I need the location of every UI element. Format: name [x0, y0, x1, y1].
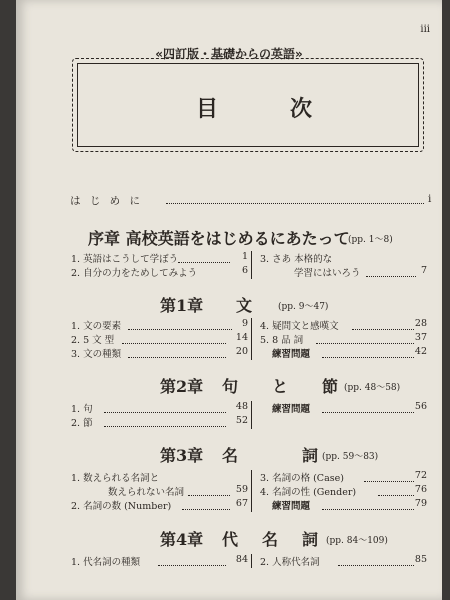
toc-entry: 3. 名詞の格 (Case) — [260, 473, 344, 484]
entry-page: 37 — [414, 332, 427, 343]
toc-entry: 1. 代名詞の種類 — [71, 557, 141, 568]
toc-entry: 1. 数えられる名詞と — [71, 473, 160, 484]
entry-leader — [128, 329, 232, 330]
entry-page: 20 — [235, 346, 248, 357]
toc-entry: 学習にはいろう — [294, 268, 361, 279]
toc-entry: 2. 人称代名詞 — [260, 557, 320, 568]
entry-leader — [128, 357, 226, 358]
entry-page: 48 — [235, 401, 248, 412]
toc-entry: 3. 文の種類 — [71, 349, 122, 360]
entry-leader — [104, 412, 226, 413]
entry-page: 42 — [414, 346, 427, 357]
toc-entry: 3. さあ 本格的な — [260, 254, 333, 265]
entry-page: 9 — [241, 318, 248, 329]
chapter-name: 代 — [222, 530, 239, 549]
entry-leader — [188, 495, 230, 496]
chapter-pages: (pp. 9〜47) — [278, 302, 329, 312]
toc-entry: 1. 英語はこうして学ぼう — [71, 254, 179, 265]
entry-leader — [316, 343, 414, 344]
entry-leader — [322, 509, 414, 510]
entry-leader — [322, 412, 414, 413]
toc-title-char: 目 — [196, 96, 219, 122]
entry-page: 79 — [414, 498, 427, 509]
book-page — [16, 0, 442, 600]
entry-page: 59 — [235, 484, 248, 495]
entry-leader — [182, 509, 230, 510]
column-divider — [251, 470, 252, 512]
toc-entry: 数えられない名詞 — [108, 487, 185, 498]
prologue-pages: (pp. 1〜8) — [348, 235, 393, 245]
toc-entry: 4. 疑問文と感嘆文 — [260, 321, 339, 332]
toc-entry: 4. 名詞の性 (Gender) — [260, 487, 357, 498]
page-number: iii — [420, 24, 430, 35]
entry-page: 14 — [235, 332, 248, 343]
toc-entry: 2. 節 — [71, 418, 93, 429]
chapter-name: 文 — [236, 296, 253, 315]
chapter-pages: (pp. 48〜58) — [344, 383, 401, 393]
entry-page: 52 — [235, 415, 248, 426]
prologue-title: 序章 高校英語をはじめるにあたって — [88, 229, 350, 248]
hajimeni-label: は じ め に — [70, 195, 144, 207]
chapter-name: 詞 — [302, 530, 319, 549]
entry-leader — [122, 343, 226, 344]
column-divider — [251, 554, 252, 568]
toc-entry: 2. 自分の力をためしてみよう — [71, 268, 198, 279]
toc-entry: 2. 5 文 型 — [71, 335, 115, 346]
chapter-number: 第3章 — [160, 446, 204, 465]
entry-leader — [158, 565, 226, 566]
chapter-number: 第1章 — [160, 296, 204, 315]
chapter-name: 詞 — [302, 446, 319, 465]
exercise-label: 練習問題 — [272, 404, 311, 415]
entry-page: 7 — [420, 265, 427, 276]
exercise-label: 練習問題 — [272, 501, 311, 512]
entry-leader — [366, 276, 416, 277]
toc-title-char: 次 — [289, 96, 312, 122]
hajimeni-page: i — [428, 193, 432, 205]
toc-title — [196, 92, 312, 123]
chapter-name: 節 — [322, 377, 339, 396]
entry-leader — [178, 262, 230, 263]
hajimeni-leader — [166, 203, 424, 204]
entry-page: 72 — [414, 470, 427, 481]
exercise-label: 練習問題 — [272, 349, 311, 360]
entry-page: 67 — [235, 498, 248, 509]
chapter-name: 名 — [222, 446, 239, 465]
entry-leader — [378, 495, 414, 496]
chapter-number: 第4章 — [160, 530, 204, 549]
chapter-pages: (pp. 84〜109) — [326, 536, 388, 546]
entry-page: 76 — [414, 484, 427, 495]
column-divider — [251, 251, 252, 279]
entry-page: 1 — [241, 251, 248, 262]
entry-leader — [338, 565, 414, 566]
entry-page: 28 — [414, 318, 427, 329]
entry-page: 85 — [414, 554, 427, 565]
chapter-pages: (pp. 59〜83) — [322, 452, 379, 462]
entry-leader — [322, 357, 414, 358]
entry-leader — [352, 329, 414, 330]
chapter-name: 名 — [262, 530, 279, 549]
entry-page: 56 — [414, 401, 427, 412]
toc-entry: 5. 8 品 詞 — [260, 335, 304, 346]
toc-entry: 2. 名詞の数 (Number) — [71, 501, 172, 512]
toc-entry: 1. 文の要素 — [71, 321, 122, 332]
chapter-name: と — [272, 377, 289, 396]
book-title: «四訂版・基礎からの英語» — [155, 47, 303, 61]
column-divider — [251, 318, 252, 360]
chapter-number: 第2章 — [160, 377, 204, 396]
column-divider — [251, 401, 252, 429]
chapter-name: 句 — [222, 377, 239, 396]
entry-page: 6 — [241, 265, 248, 276]
entry-leader — [364, 481, 414, 482]
entry-leader — [104, 426, 226, 427]
entry-page: 84 — [235, 554, 248, 565]
toc-entry: 1. 句 — [71, 404, 93, 415]
